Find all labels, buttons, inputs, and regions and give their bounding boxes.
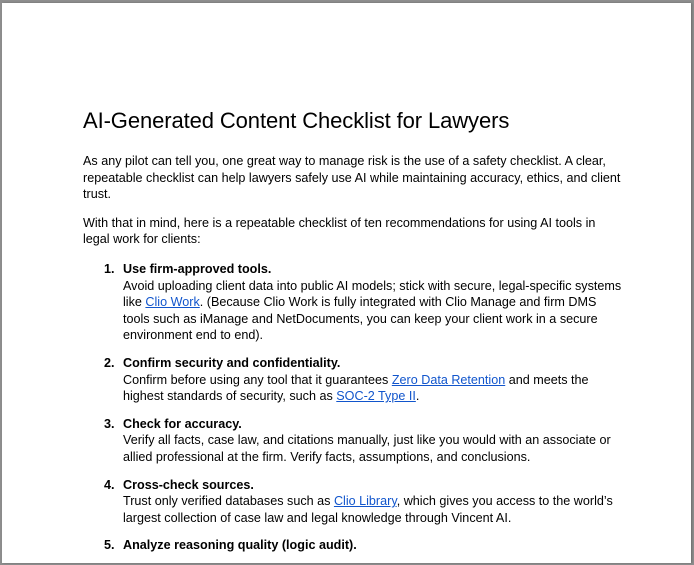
- item-number: 2.: [104, 355, 115, 370]
- item-number: 5.: [104, 538, 115, 553]
- item-text: and meets the highest standards of security, such as: [123, 372, 589, 404]
- document-content: [83, 107, 623, 565]
- item-text: Confirm before using any tool that it guarantees: [123, 372, 392, 387]
- item-title: Cross-check sources.: [123, 477, 254, 492]
- checklist-item: [83, 416, 623, 466]
- item-text: Avoid uploading client data into public AI models; stick with secure, legal-specific systems like: [123, 278, 622, 310]
- item-text: , which gives you access to the world’s largest collection of case law and legal knowledge through Vincent AI.: [123, 494, 613, 525]
- item-title: Confirm security and confidentiality.: [123, 355, 341, 370]
- item-text: Trust only verified databases such as: [123, 494, 334, 509]
- checklist-item: [83, 477, 623, 527]
- item-text: .: [415, 389, 420, 404]
- document-title: AI-Generated Content Checklist for Lawyers: [83, 108, 510, 133]
- item-title: Check for accuracy.: [123, 416, 242, 431]
- item-text: Verify all facts, case law, and citations manually, just like you would with an associate or allied professional at the firm. Verify facts, assumptions, and conclusions.: [123, 433, 611, 464]
- item-number: 1.: [104, 261, 115, 276]
- item-text: . (Because Clio Work is fully integrated with Clio Manage and firm DMS tools such as iManage and NetDocuments, you can keep your client work in a secure environment end to end).: [123, 295, 598, 343]
- checklist: [83, 261, 623, 554]
- item-number: 3.: [104, 416, 115, 431]
- item-title: Use firm-approved tools.: [123, 261, 272, 276]
- intro-paragraph-2: With that in mind, here is a repeatable checklist of ten recommendations for using AI tools in legal work for clients:: [83, 215, 596, 247]
- checklist-item: [83, 355, 623, 405]
- clio-library-link[interactable]: Clio Library: [333, 494, 397, 509]
- document-page: [2, 3, 691, 563]
- intro-paragraph-1: As any pilot can tell you, one great way to manage risk is the use of a safety checklist. A clear, repeatable checklist can help lawyers safely use AI while maintaining accuracy, ethics, and client trust.: [83, 154, 621, 202]
- zero-data-retention-link[interactable]: Zero Data Retention: [391, 372, 506, 387]
- checklist-item: [83, 537, 623, 554]
- soc2-type-ii-link[interactable]: SOC-2 Type II: [336, 389, 416, 404]
- clio-work-link[interactable]: Clio Work: [145, 295, 200, 310]
- item-number: 4.: [104, 477, 115, 492]
- item-title: Analyze reasoning quality (logic audit).: [123, 538, 357, 553]
- checklist-item: [83, 261, 623, 344]
